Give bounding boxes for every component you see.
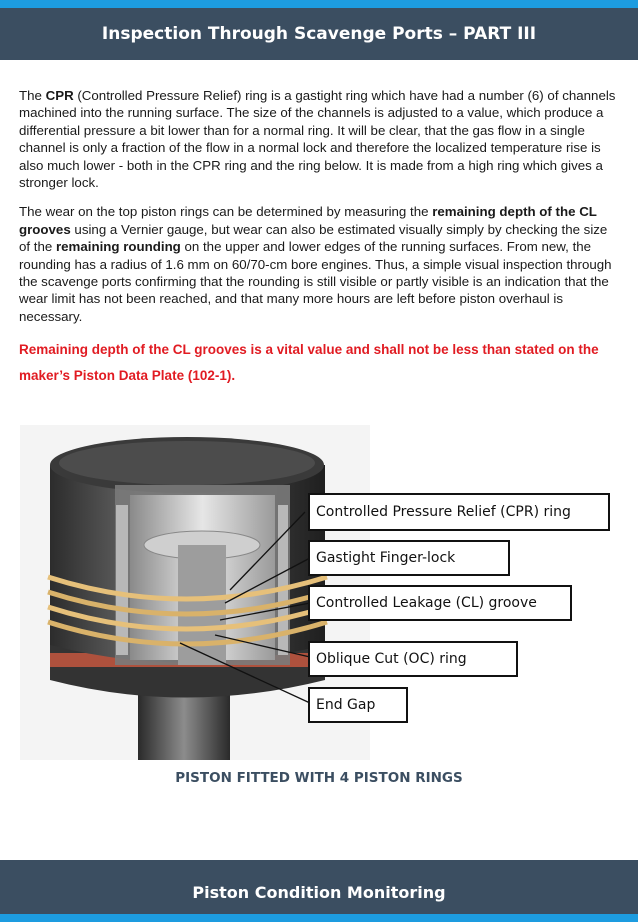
paragraph-cpr: The CPR (Controlled Pressure Relief) ring is a gastight ring which have had a number (6) of channels machined into the running surface. The size of the channels is adjusted to a value, which produce a differential pressure a bit lower than for a normal ring. It will be clear, that the gas flow in a single channel is only a fraction of the flow in a normal lock and therefore the localized temperature rise is also much lower - both in the CPR ring and the ring below. It is made from a high ring which gives a stronger lock. <box>19 88 616 191</box>
bottom-accent-band <box>0 914 638 922</box>
label-cl-groove: Controlled Leakage (CL) groove <box>308 585 572 621</box>
piston-figure <box>20 425 620 760</box>
figure-caption: PISTON FITTED WITH 4 PISTON RINGS <box>175 770 463 786</box>
paragraph-wear: The wear on the top piston rings can be determined by measuring the remaining depth of the CL grooves using a Vernier gauge, but wear can also be estimated visually simply by checking the size of the remaining rounding on the upper and lower edges of the running surfaces. From new, the rounding has a radius of 1.6 mm on 60/70-cm bore engines. Thus, a simple visual inspection through the scavenge ports confirming that the rounding is still visible or partly visible is an indication that the wear limit has not been reached, and that many more hours are left before piston overhaul is necessary. <box>19 204 612 324</box>
label-oc-ring: Oblique Cut (OC) ring <box>308 641 518 677</box>
warning-note: Remaining depth of the CL grooves is a vital value and shall not be less than stated on the maker’s Piston Data Plate (102-1). <box>19 342 599 384</box>
body-content <box>19 87 619 401</box>
page-title: Inspection Through Scavenge Ports – PART III <box>101 24 537 44</box>
page-header <box>0 8 638 60</box>
page-footer <box>0 860 638 914</box>
label-end-gap: End Gap <box>308 687 408 723</box>
footer-title: Piston Condition Monitoring <box>192 882 446 902</box>
label-gastight-finger-lock: Gastight Finger-lock <box>308 540 510 576</box>
label-cpr-ring: Controlled Pressure Relief (CPR) ring <box>308 493 610 531</box>
top-accent-band <box>0 0 638 8</box>
